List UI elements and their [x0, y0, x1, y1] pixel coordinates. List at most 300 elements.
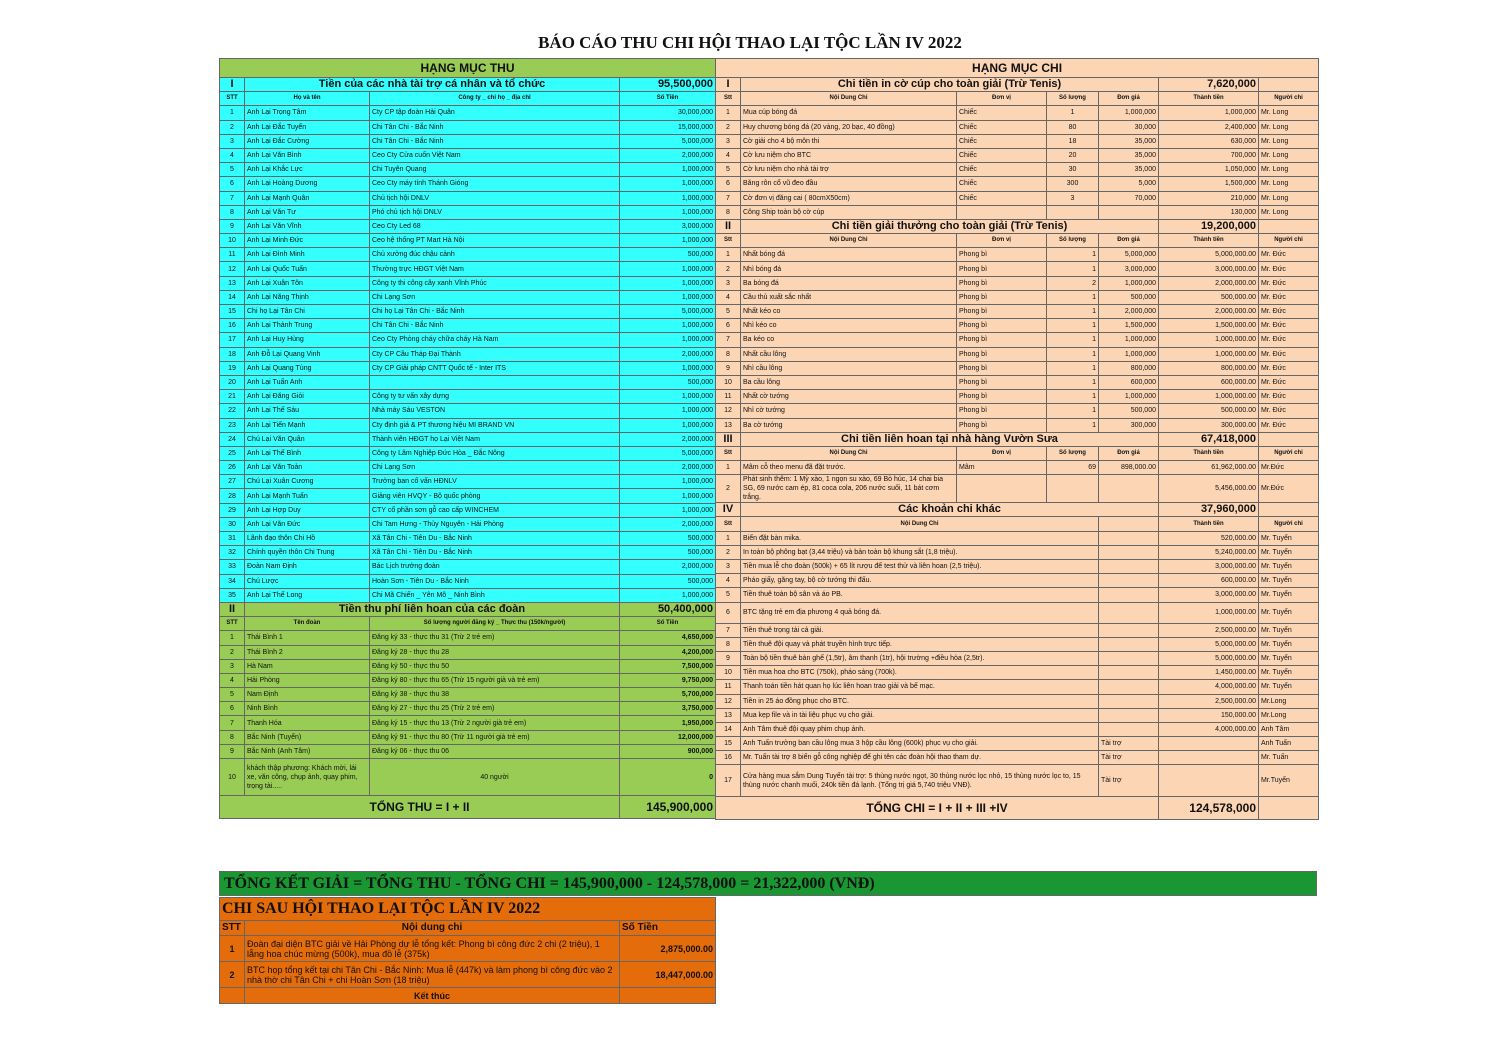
line-total: 210,000: [1159, 191, 1259, 205]
amount: 1,000,000: [620, 290, 716, 304]
donor-affiliation: Ceo hệ thống PT Mart Hà Nội: [370, 234, 620, 248]
table-row: [220, 546, 716, 560]
donor-affiliation: Trưởng ban cố vấn HĐNLV: [370, 475, 620, 489]
donor-affiliation: Phó chủ tịch hội DNLV: [370, 205, 620, 219]
total-income-value: 145,900,000: [620, 796, 716, 819]
line-total: 5,000,000.00: [1159, 651, 1259, 665]
end-label: Kết thúc: [245, 988, 620, 1004]
expense-description: Băng rôn cổ vũ đeo đầu: [741, 177, 957, 191]
section-number: IV: [716, 503, 741, 517]
row-stt: 2: [716, 262, 741, 276]
line-total: 3,000,000.00: [1159, 262, 1259, 276]
table-row: [716, 333, 1319, 347]
row-stt: 7: [716, 333, 741, 347]
registration: Đăng ký 28 - thực thu 28: [370, 645, 620, 659]
donor-affiliation: Bác Lịch trưởng đoàn: [370, 560, 620, 574]
amount: 1,000,000: [620, 418, 716, 432]
table-row: [220, 475, 716, 489]
table-row: [220, 702, 716, 716]
table-row: [716, 694, 1319, 708]
donor-affiliation: Ceo Cty Phòng cháy chữa cháy Hà Nam: [370, 333, 620, 347]
donor-affiliation: Công ty Lâm Nghiệp Đức Hòa _ Đắc Nông: [370, 446, 620, 460]
expense-description: Cửa hàng mua sắm Dung Tuyển tài trợ: 5 thùng nước ngọt, 30 thùng nước lọc nhỏ, 15 thùng nước lọc to, 15 thùng nước chanh muối, 240k tiền đá lạnh. (Tổng trị giá 5,740 triệu VNĐ).: [741, 765, 1099, 797]
unit: Chiếc: [957, 120, 1047, 134]
donor-name: Anh Lại Quốc Tuấn: [245, 262, 370, 276]
table-row: [220, 163, 716, 177]
post-event-title-row: [220, 898, 716, 921]
column-header: Nội Dung Chi: [741, 92, 957, 106]
row-stt: 1: [716, 106, 741, 120]
unit: Phong bì: [957, 390, 1047, 404]
row-stt: 9: [220, 219, 245, 233]
row-stt: 25: [220, 446, 245, 460]
amount: 2,000,000: [620, 432, 716, 446]
table-row: [716, 602, 1319, 623]
donor-name: Anh Lại Hoàng Dương: [245, 177, 370, 191]
line-total: 5,240,000.00: [1159, 545, 1259, 559]
table-row: [220, 375, 716, 389]
table-row: [220, 631, 716, 645]
line-total: [1159, 765, 1259, 797]
total-expense-value: 124,578,000: [1159, 797, 1259, 820]
column-header: Tên đoàn: [245, 617, 370, 631]
table-row: [716, 319, 1319, 333]
table-row: [716, 177, 1319, 191]
expense-description: Nhì cờ tướng: [741, 404, 957, 418]
table-row: [220, 432, 716, 446]
donor-name: Chi họ Lại Tân Chi: [245, 305, 370, 319]
paid-by: Mr. Tuấn: [1259, 751, 1319, 765]
section-total: 19,200,000: [1159, 219, 1259, 233]
table-row: [716, 666, 1319, 680]
expense-description: In toàn bộ phông bạt (3,44 triệu) và bản toàn bộ khung sắt (1,8 triệu).: [741, 545, 1099, 559]
line-total: 500,000.00: [1159, 404, 1259, 418]
paid-by: Mr.Đức: [1259, 475, 1319, 503]
row-stt: 3: [716, 134, 741, 148]
empty-cell: [1259, 432, 1319, 446]
table-row: [716, 106, 1319, 120]
row-stt: 7: [220, 716, 245, 730]
sponsor-note: [1099, 722, 1159, 736]
donor-affiliation: [370, 375, 620, 389]
row-stt: 10: [716, 375, 741, 389]
sponsor-note: [1099, 574, 1159, 588]
amount: 1,000,000: [620, 276, 716, 290]
expense-description: Tiền thuê trọng tài cả giải.: [741, 623, 1099, 637]
column-header: Đơn vị: [957, 234, 1047, 248]
paid-by: Mr. Đức: [1259, 375, 1319, 389]
table-row: [220, 191, 716, 205]
table-row: [716, 163, 1319, 177]
quantity: 1: [1047, 390, 1099, 404]
amount: 900,000: [620, 744, 716, 758]
expense-section-4-header: [716, 517, 1319, 531]
table-row: [716, 531, 1319, 545]
unit: Chiếc: [957, 191, 1047, 205]
amount: 1,000,000: [620, 489, 716, 503]
table-row: [716, 390, 1319, 404]
row-stt: 5: [220, 163, 245, 177]
income-section-1-header: [220, 92, 716, 106]
row-stt: 8: [220, 730, 245, 744]
quantity: 1: [1047, 319, 1099, 333]
row-stt: 35: [220, 588, 245, 602]
line-total: 1,450,000.00: [1159, 666, 1259, 680]
expense-description: Tiền in 25 áo đồng phục cho BTC.: [741, 694, 1099, 708]
unit-price: [1099, 475, 1159, 503]
table-row: [220, 730, 716, 744]
row-stt: 1: [716, 461, 741, 475]
column-header: Đơn vị: [957, 92, 1047, 106]
unit-price: 5,000: [1099, 177, 1159, 191]
expense-description: Nhất kéo co: [741, 305, 957, 319]
column-header: Người chi: [1259, 234, 1319, 248]
quantity: 1: [1047, 248, 1099, 262]
table-row: [716, 404, 1319, 418]
team-name: Hải Phòng: [245, 673, 370, 687]
donor-name: Anh Lại Văn Tư: [245, 205, 370, 219]
row-stt: 5: [220, 688, 245, 702]
column-header: STT: [220, 921, 245, 936]
expense-description: Cờ đơn vị đăng cai ( 80cmX50cm): [741, 191, 957, 205]
unit: Chiếc: [957, 106, 1047, 120]
section-number: III: [716, 432, 741, 446]
amount: 5,700,000: [620, 688, 716, 702]
expense-description: Anh Tâm thuê đội quay phim chụp ảnh.: [741, 722, 1099, 736]
sponsor-note: [1099, 680, 1159, 694]
section-title: Chi tiền liên hoan tại nhà hàng Vườn Sưa: [741, 432, 1159, 446]
amount: 2,875,000.00: [620, 936, 716, 962]
row-stt: 2: [716, 545, 741, 559]
section-total: 95,500,000: [620, 78, 716, 92]
table-row: [220, 532, 716, 546]
paid-by: Mr. Tuyển: [1259, 531, 1319, 545]
paid-by: Mr. Long: [1259, 205, 1319, 219]
team-name: Ninh Bình: [245, 702, 370, 716]
expense-header-row: [716, 59, 1319, 78]
registration: Đăng ký 80 - thực thu 65 (Trừ 15 người già và trẻ em): [370, 673, 620, 687]
row-stt: 4: [220, 673, 245, 687]
donor-name: Anh Lại Thế Sáu: [245, 404, 370, 418]
amount: 1,000,000: [620, 333, 716, 347]
paid-by: Anh Tâm: [1259, 722, 1319, 736]
donor-name: Anh Lại Tiến Mạnh: [245, 418, 370, 432]
row-stt: 9: [716, 651, 741, 665]
unit: Chiếc: [957, 148, 1047, 162]
table-row: [220, 148, 716, 162]
sponsor-note: [1099, 602, 1159, 623]
expense-description: Mua cúp bóng đá: [741, 106, 957, 120]
donor-name: Anh Lại Năng Thịnh: [245, 290, 370, 304]
row-stt: 26: [220, 461, 245, 475]
donor-affiliation: Cty CP Giải pháp CNTT Quốc tế - Inter ITS: [370, 361, 620, 375]
expense-description: Pháo giấy, găng tay, bộ cờ tướng thi đấu.: [741, 574, 1099, 588]
paid-by: Mr. Đức: [1259, 290, 1319, 304]
paid-by: Mr. Long: [1259, 120, 1319, 134]
amount: 2,000,000: [620, 461, 716, 475]
table-row: [220, 759, 716, 796]
row-stt: 19: [220, 361, 245, 375]
row-stt: 24: [220, 432, 245, 446]
row-stt: 4: [220, 148, 245, 162]
registration: Đăng ký 50 - thực thu 50: [370, 659, 620, 673]
amount: 1,000,000: [620, 319, 716, 333]
amount: 12,000,000: [620, 730, 716, 744]
row-stt: 21: [220, 390, 245, 404]
paid-by: Mr. Đức: [1259, 248, 1319, 262]
table-row: [716, 737, 1319, 751]
expense-section-header: [716, 446, 1319, 460]
expense-description: Cờ lưu niệm cho BTC: [741, 148, 957, 162]
column-header: Người chi: [1259, 92, 1319, 106]
table-row: [220, 234, 716, 248]
donor-affiliation: Chi Tân Chi - Bắc Ninh: [370, 319, 620, 333]
row-stt: 2: [220, 120, 245, 134]
column-header: Số lượng: [1047, 234, 1099, 248]
final-summary: TỔNG KẾT GIẢI = TỔNG THU - TỔNG CHI = 145,900,000 - 124,578,000 = 21,322,000 (VNĐ): [219, 871, 1317, 896]
row-stt: 2: [220, 645, 245, 659]
table-row: [220, 276, 716, 290]
donor-affiliation: Công ty thi công cây xanh Vĩnh Phúc: [370, 276, 620, 290]
line-total: 1,000,000.00: [1159, 333, 1259, 347]
amount: 7,500,000: [620, 659, 716, 673]
table-row: [220, 461, 716, 475]
donor-name: Anh Lại Mạnh Tuấn: [245, 489, 370, 503]
expense-description: Công Ship toàn bộ cờ cúp: [741, 205, 957, 219]
amount: 500,000: [620, 574, 716, 588]
expense-description: Biển đặt bàn mika.: [741, 531, 1099, 545]
donor-affiliation: Nhà máy Sáu VESTON: [370, 404, 620, 418]
row-stt: 7: [716, 191, 741, 205]
paid-by: Mr. Tuyển: [1259, 680, 1319, 694]
quantity: 1: [1047, 361, 1099, 375]
amount: 500,000: [620, 375, 716, 389]
unit-price: 500,000: [1099, 404, 1159, 418]
paid-by: Mr.Long: [1259, 694, 1319, 708]
amount: 30,000,000: [620, 106, 716, 120]
row-stt: 6: [220, 702, 245, 716]
total-income-label: TỔNG THU = I + II: [220, 796, 620, 819]
column-header: Stt: [716, 92, 741, 106]
column-header: Số lượng: [1047, 92, 1099, 106]
row-stt: 13: [716, 708, 741, 722]
row-stt: 8: [716, 347, 741, 361]
row-stt: 11: [716, 680, 741, 694]
expense-description: Nhì cầu lông: [741, 361, 957, 375]
amount: 5,000,000: [620, 134, 716, 148]
line-total: 5,000,000.00: [1159, 248, 1259, 262]
paid-by: Mr. Tuyển: [1259, 666, 1319, 680]
table-row: [716, 148, 1319, 162]
expense-description: Mua kẹp file và in tài liệu phục vụ cho giải.: [741, 708, 1099, 722]
paid-by: Mr.Long: [1259, 708, 1319, 722]
amount: 1,000,000: [620, 205, 716, 219]
row-stt: 28: [220, 489, 245, 503]
table-row: [716, 461, 1319, 475]
expense-header: HẠNG MỤC CHI: [716, 59, 1319, 78]
paid-by: Mr. Tuyển: [1259, 602, 1319, 623]
donor-affiliation: Chi Tuyên Quang: [370, 163, 620, 177]
line-total: 1,000,000.00: [1159, 390, 1259, 404]
expense-section-1: [716, 78, 1319, 92]
table-row: [220, 446, 716, 460]
quantity: 1: [1047, 106, 1099, 120]
team-name: Hà Nam: [245, 659, 370, 673]
unit: Phong bì: [957, 347, 1047, 361]
sponsor-note: Tài trợ: [1099, 751, 1159, 765]
donor-name: Anh Lại Mạnh Quân: [245, 191, 370, 205]
table-row: [220, 120, 716, 134]
donor-affiliation: Xã Tân Chi - Tiên Du - Bắc Ninh: [370, 532, 620, 546]
expense-description: Nhất cờ tướng: [741, 390, 957, 404]
row-stt: 5: [716, 305, 741, 319]
paid-by: Mr. Tuyển: [1259, 545, 1319, 559]
expense-description: Thanh toán tiền hát quan họ lúc liên hoan trao giải và bế mạc.: [741, 680, 1099, 694]
line-total: 5,456,000.00: [1159, 475, 1259, 503]
table-row: [220, 390, 716, 404]
expense-table: [715, 58, 1319, 820]
paid-by: Mr. Long: [1259, 191, 1319, 205]
row-stt: 10: [220, 759, 245, 796]
line-total: 1,000,000.00: [1159, 602, 1259, 623]
row-stt: 29: [220, 503, 245, 517]
paid-by: Mr. Long: [1259, 106, 1319, 120]
donor-affiliation: Chi Lạng Sơn: [370, 290, 620, 304]
amount: 1,000,000: [620, 404, 716, 418]
amount: 4,200,000: [620, 645, 716, 659]
expense-description: Mr. Tuấn tài trợ 8 biển gỗ công nghiệp để ghi tên các đoàn hội thao tham dự.: [741, 751, 1099, 765]
table-row: [220, 290, 716, 304]
line-total: 150,000.00: [1159, 708, 1259, 722]
donor-affiliation: Cty CP tập đoàn Hải Quân: [370, 106, 620, 120]
donor-affiliation: Ceo Cty Led 68: [370, 219, 620, 233]
donor-name: Anh Lại Trọng Tâm: [245, 106, 370, 120]
line-total: [1159, 737, 1259, 751]
donor-name: Anh Đỗ Lại Quang Vinh: [245, 347, 370, 361]
donor-affiliation: Công ty tư vấn xây dựng: [370, 390, 620, 404]
sponsor-note: Tài trợ: [1099, 737, 1159, 751]
unit-price: 2,000,000: [1099, 305, 1159, 319]
column-header: Số Tiền: [620, 92, 716, 106]
row-stt: 33: [220, 560, 245, 574]
column-header: Thành tiền: [1159, 234, 1259, 248]
paid-by: Mr. Đức: [1259, 404, 1319, 418]
amount: 1,000,000: [620, 588, 716, 602]
column-header: Stt: [716, 446, 741, 460]
row-stt: 12: [220, 262, 245, 276]
table-row: [716, 623, 1319, 637]
table-row: [716, 722, 1319, 736]
section-title: Các khoản chi khác: [741, 503, 1159, 517]
unit-price: 35,000: [1099, 163, 1159, 177]
section-total: 7,620,000: [1159, 78, 1259, 92]
row-stt: 1: [220, 631, 245, 645]
row-stt: 5: [716, 163, 741, 177]
unit: Mâm: [957, 461, 1047, 475]
income-header: HẠNG MỤC THU: [220, 59, 716, 78]
row-stt: 23: [220, 418, 245, 432]
table-row: [716, 708, 1319, 722]
expense-description: Huy chương bóng đá (20 vàng, 20 bạc, 40 đồng): [741, 120, 957, 134]
amount: 2,000,000: [620, 347, 716, 361]
row-stt: 4: [716, 574, 741, 588]
expense-description: Anh Tuấn trưởng ban cầu lông mua 3 hộp cầu lông (600k) phục vụ cho giải.: [741, 737, 1099, 751]
team-name: Bắc Ninh (Anh Tâm): [245, 744, 370, 758]
table-row: [716, 191, 1319, 205]
column-header: Người chi: [1259, 517, 1319, 531]
expense-description: Nhì bóng đá: [741, 262, 957, 276]
empty-cell: [1259, 797, 1319, 820]
donor-name: Anh Lại Đắc Cường: [245, 134, 370, 148]
total-expense-label: TỔNG CHI = I + II + III +IV: [716, 797, 1159, 820]
table-row: [220, 361, 716, 375]
row-stt: 11: [716, 390, 741, 404]
line-total: 4,000,000.00: [1159, 680, 1259, 694]
unit: Phong bì: [957, 375, 1047, 389]
unit: Phong bì: [957, 404, 1047, 418]
quantity: 2: [1047, 276, 1099, 290]
expense-section-2: [716, 219, 1319, 233]
quantity: 18: [1047, 134, 1099, 148]
row-stt: 3: [716, 560, 741, 574]
row-stt: 8: [220, 205, 245, 219]
table-row: [220, 333, 716, 347]
table-row: [716, 765, 1319, 797]
row-stt: 2: [716, 120, 741, 134]
quantity: 20: [1047, 148, 1099, 162]
unit-price: 70,000: [1099, 191, 1159, 205]
donor-name: Anh Lại Đình Minh: [245, 248, 370, 262]
team-name: khách thập phương: Khách mời, lái xe, văn công, chụp ảnh, quay phim, trọng tài.....: [245, 759, 370, 796]
expense-description: Tiền thuê toàn bộ sân và áo PB.: [741, 588, 1099, 602]
expense-description: BTC tặng trẻ em địa phương 4 quả bóng đá.: [741, 602, 1099, 623]
amount: 0: [620, 759, 716, 796]
unit-price: 898,000.00: [1099, 461, 1159, 475]
donor-affiliation: Chi họ Lại Tân Chi - Bắc Ninh: [370, 305, 620, 319]
row-stt: 14: [220, 290, 245, 304]
sponsor-note: Tài trợ: [1099, 765, 1159, 797]
expense-description: Toàn bộ tiền thuê bàn ghế (1,5tr), âm thanh (1tr), hội trường +điều hòa (2,5tr).: [741, 651, 1099, 665]
column-header: Số Tiền: [620, 617, 716, 631]
donor-name: Anh Lại Đắc Tuyển: [245, 120, 370, 134]
amount: 1,950,000: [620, 716, 716, 730]
amount: 9,750,000: [620, 673, 716, 687]
row-stt: 3: [716, 276, 741, 290]
quantity: 1: [1047, 375, 1099, 389]
section-title: Tiền của các nhà tài trợ cá nhân và tổ chức: [245, 78, 620, 92]
table-row: [220, 177, 716, 191]
table-row: [716, 290, 1319, 304]
donor-affiliation: CTY cổ phần sơn gỗ cao cấp WINCHEM: [370, 503, 620, 517]
column-header: Thành tiền: [1159, 446, 1259, 460]
row-stt: 16: [716, 751, 741, 765]
row-stt: 20: [220, 375, 245, 389]
table-row: [716, 560, 1319, 574]
column-header: Công ty _ chi họ _ địa chỉ: [370, 92, 620, 106]
paid-by: Anh Tuấn: [1259, 737, 1319, 751]
line-total: [1159, 751, 1259, 765]
amount: 5,000,000: [620, 305, 716, 319]
income-section-2-header: [220, 617, 716, 631]
amount: 2,000,000: [620, 517, 716, 531]
row-stt: 17: [716, 765, 741, 797]
paid-by: Mr.Tuyển: [1259, 765, 1319, 797]
table-row: [220, 262, 716, 276]
paid-by: Mr. Long: [1259, 148, 1319, 162]
quantity: 1: [1047, 418, 1099, 432]
table-row: [220, 716, 716, 730]
quantity: [1047, 475, 1099, 503]
